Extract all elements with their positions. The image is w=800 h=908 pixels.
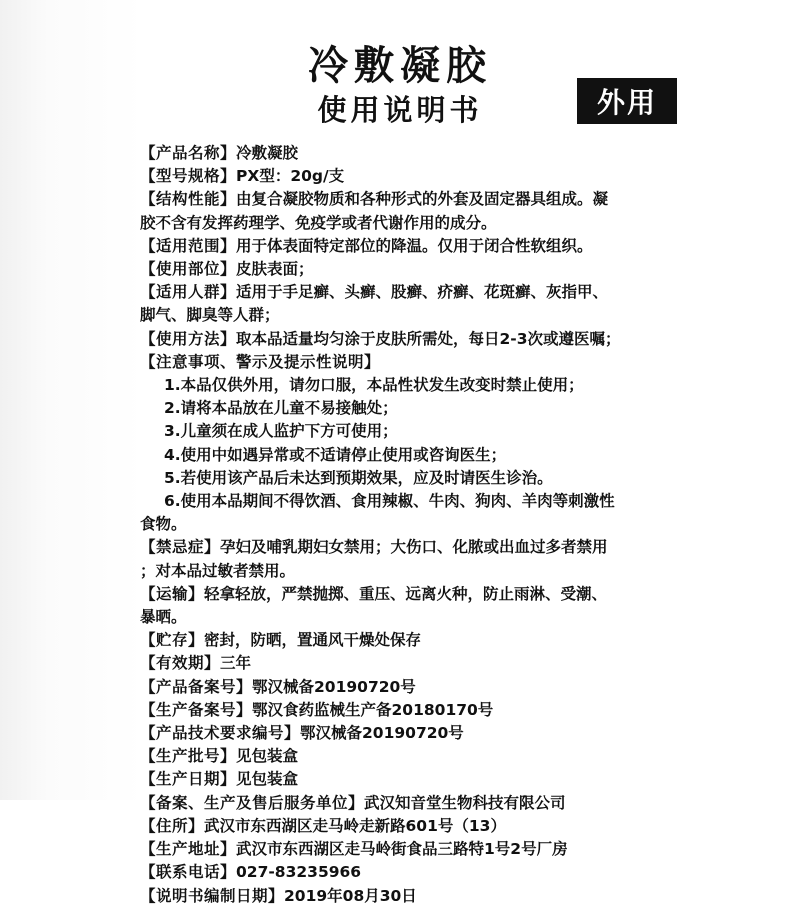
section-label: 【产品备案号】 [140,677,253,696]
section-label: 【适用人群】 [140,283,237,302]
instruction-line [140,652,668,675]
external-use-badge: 外用 [577,78,677,124]
section-text: 适用于手足癣、头癣、股癣、疥癣、花斑癣、灰指甲、 [236,283,609,302]
section-text: 4.使用中如遇异常或不适请停止使用或咨询医生； [164,445,507,464]
section-text: 轻拿轻放，严禁抛掷、重压、远离火种，防止雨淋、受潮、 [204,584,608,603]
section-label: 【生产地址】 [140,840,237,859]
instruction-line [140,235,668,258]
section-label: 【注意事项、警示及提示性说明】 [140,352,381,371]
instruction-line [140,885,668,908]
section-label: 【生产批号】 [140,747,237,766]
instruction-line [140,212,668,235]
instructions-body [140,142,668,908]
instruction-line [140,188,668,211]
instruction-line [140,699,668,722]
instruction-line [140,165,668,188]
section-text: 027-83235966 [236,863,362,882]
section-text: ；对本品过敏者禁用。 [140,561,296,580]
instruction-line [140,490,668,513]
section-text: 暴晒。 [140,608,187,627]
section-label: 【使用部位】 [140,260,237,279]
instruction-line [140,583,668,606]
instruction-line [140,513,668,536]
section-text: 见包装盒 [236,770,299,789]
instruction-line [140,815,668,838]
section-label: 【产品名称】 [140,144,237,162]
instruction-line [140,397,668,420]
section-text: PX型：20g/支 [236,167,345,186]
section-label: 【生产备案号】 [140,700,253,719]
section-text: 冷敷凝胶 [236,144,299,162]
section-text: 6.使用本品期间不得饮酒、食用辣椒、牛肉、狗肉、羊肉等刺激性 [164,492,615,511]
section-text: 取本品适量均匀涂于皮肤所需处，每日2-3次或遵医嘱； [236,329,621,348]
section-text: 用于体表面特定部位的降温。仅用于闭合性软组织。 [236,236,593,255]
section-label: 【产品技术要求编号】 [140,724,301,743]
section-label: 【贮存】 [140,631,205,650]
instruction-line [140,351,668,374]
section-label: 【备案、生产及售后服务单位】 [140,793,365,812]
section-text: 武汉市东西湖区走马岭走新路601号（13） [204,816,506,835]
section-label: 【结构性能】 [140,190,237,209]
instruction-line [140,768,668,791]
instruction-line [140,281,668,304]
instruction-line [140,536,668,559]
instruction-line [140,861,668,884]
instruction-line [140,328,668,351]
instruction-line [140,745,668,768]
section-text: 由复合凝胶物质和各种形式的外套及固定器具组成。凝 [236,190,609,209]
instruction-line [140,374,668,397]
section-label: 【生产日期】 [140,770,237,789]
instruction-line [140,258,668,281]
section-text: 1.本品仅供外用，请勿口服，本品性状发生改变时禁止使用； [164,376,584,395]
instruction-line [140,606,668,629]
document-title: 冷敷凝胶 [308,43,492,89]
instruction-line [140,792,668,815]
section-text: 武汉知音堂生物科技有限公司 [364,793,566,812]
section-text: 脚气、脚臭等人群； [140,306,280,325]
instruction-line [140,444,668,467]
section-text: 2.请将本品放在儿童不易接触处； [164,399,398,418]
document-subtitle: 使用说明书 [317,93,483,127]
instruction-line [140,676,668,699]
instruction-line [140,142,668,165]
section-label: 【说明书编制日期】 [140,886,285,905]
section-label: 【有效期】 [140,654,221,673]
section-text: 鄂汉械备20190720号 [300,724,464,743]
section-text: 3.儿童须在成人监护下方可使用； [164,422,398,441]
section-text: 胶不含有发挥药理学、免疫学或者代谢作用的成分。 [140,213,497,232]
section-text: 武汉市东西湖区走马岭街食品三路特1号2号厂房 [236,840,568,859]
instruction-line [140,838,668,861]
instruction-line [140,420,668,443]
section-text: 孕妇及哺乳期妇女禁用；大伤口、化脓或出血过多者禁用 [220,538,608,557]
instruction-line [140,722,668,745]
section-label: 【住所】 [140,816,205,835]
section-text: 鄂汉械备20190720号 [252,677,416,696]
section-text: 鄂汉食药监械生产备20180170号 [252,700,494,719]
section-text: 5.若使用该产品后未达到预期效果，应及时请医生诊治。 [164,468,553,487]
section-label: 【适用范围】 [140,236,237,255]
instruction-line [140,304,668,327]
section-text: 密封，防晒，置通风干燥处保存 [204,631,422,650]
section-label: 【运输】 [140,584,205,603]
section-text: 食物。 [140,515,187,534]
section-label: 【使用方法】 [140,329,237,348]
instruction-line [140,560,668,583]
section-label: 【型号规格】 [140,167,237,186]
section-text: 三年 [220,654,252,673]
section-label: 【联系电话】 [140,863,237,882]
section-label: 【禁忌症】 [140,538,221,557]
instruction-line [140,629,668,652]
section-text: 2019年08月30日 [284,886,417,905]
section-text: 见包装盒 [236,747,299,766]
section-text: 皮肤表面； [236,260,314,279]
instruction-line [140,467,668,490]
